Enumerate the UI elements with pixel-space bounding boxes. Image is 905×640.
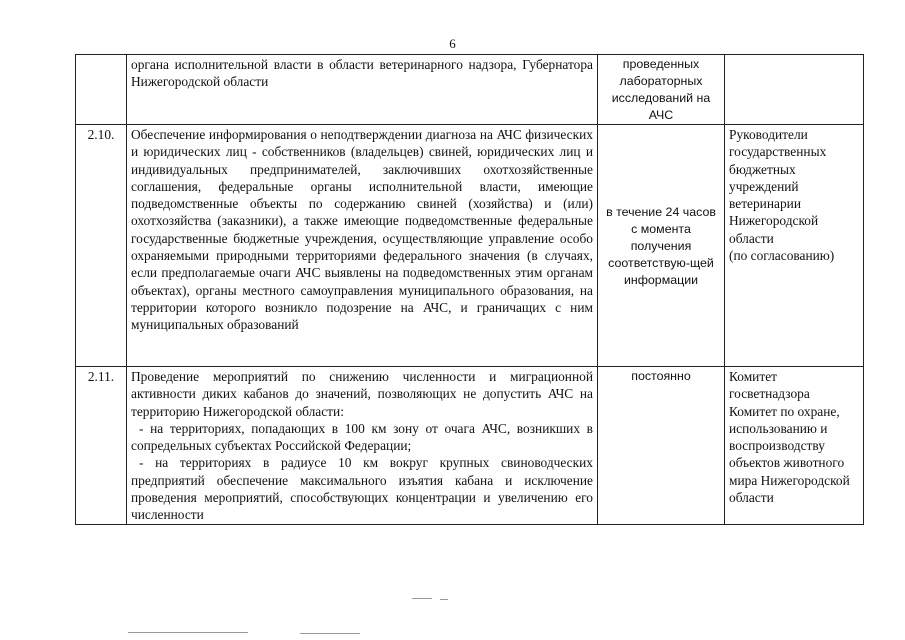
- responsible-cell: [725, 55, 864, 125]
- table-row: [76, 55, 864, 125]
- scan-artifact: [300, 633, 360, 634]
- measure-paragraph: - на территориях в радиусе 10 км вокруг крупных свиноводческих предприятий обеспечение максимального изъятия кабана и исключение проведения мероприятий, способствующих концентрации и увеличению его численности: [131, 455, 593, 523]
- row-number: 2.10.: [76, 125, 127, 367]
- measure-paragraph: Обеспечение информирования о неподтверждении диагноза на АЧС физических и юридических лиц - собственников (владельцев) свиней, юридических лиц и индивидуальных предпринимателей, заключивших охотхозяйственные соглашения, федеральные органы исполнительной власти, имеющие подведомственные объекты по содержанию свиней (хозяйства) и (или) охотхозяйства (заказники), а также имеющие подведомственные федеральные государственные бюджетные учреждения, осуществляющие управление особо охраняемыми природными территориями федерального значения (в случаях, если предполагаемые очаги АЧС выявлены на подведомственных этим органам объектах), органы местного самоуправления муниципального образования, на территории которого возникло подозрение на АЧС, и граничащих с ним муниципальных образований: [131, 127, 593, 333]
- row-number: 2.11.: [76, 367, 127, 525]
- deadline-cell: постоянно: [598, 367, 725, 525]
- deadline-cell: [598, 125, 725, 367]
- row-number: [76, 55, 127, 125]
- table-row: [76, 367, 864, 525]
- measure-paragraph: органа исполнительной власти в области ветеринарного надзора, Губернатора Нижегородской области: [131, 57, 593, 90]
- page-number: 6: [449, 36, 456, 51]
- measure-text: [127, 125, 598, 367]
- scan-artifact: [440, 599, 448, 600]
- measure-text: [127, 367, 598, 525]
- scan-artifact: [412, 598, 432, 599]
- table-row: [76, 125, 864, 367]
- measure-paragraph: - на территориях, попадающих в 100 км зону от очага АЧС, возникших в сопредельных субъектах Российской Федерации;: [131, 420, 593, 454]
- deadline-cell: проведенных лабораторных исследований на АЧС: [598, 55, 725, 125]
- responsible-cell: Руководители государственных бюджетных учреждений ветеринарии Нижегородской области (по согласованию): [725, 125, 864, 367]
- measure-text: [127, 55, 598, 125]
- scan-artifact: [128, 632, 248, 633]
- deadline-text: в течение 24 часов с момента получения соответствую-щей информации: [606, 204, 716, 287]
- measures-table: [75, 54, 864, 525]
- responsible-cell: Комитет госветнадзора Комитет по охране, использованию и воспроизводству объектов животного мира Нижегородской области: [725, 367, 864, 525]
- measure-paragraph: Проведение мероприятий по снижению численности и миграционной активности диких кабанов до значений, позволяющих не допустить АЧС на территорию Нижегородской области:: [131, 369, 593, 419]
